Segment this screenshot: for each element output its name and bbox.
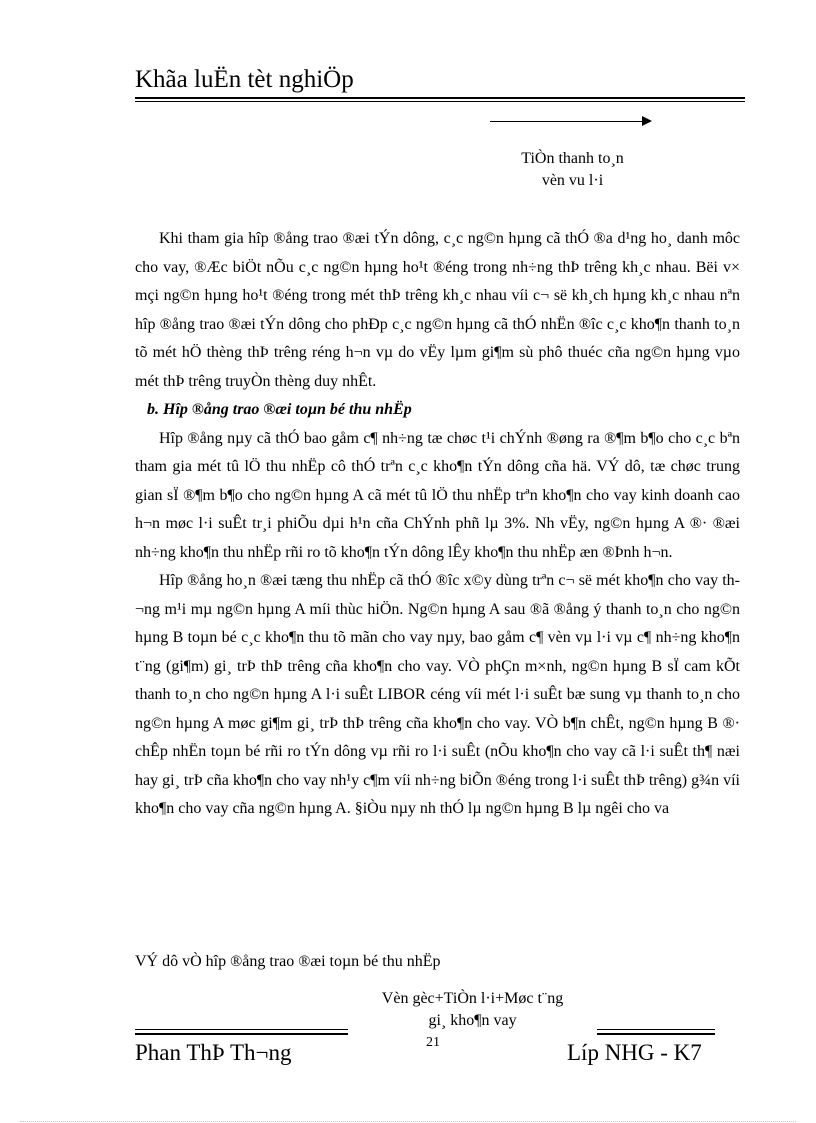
diagram-top-label-line2: vèn vu l·i bbox=[541, 172, 604, 189]
paragraph-1: Khi tham gia hîp ®ång trao ®æi tÝn dông, c¸c ng©n hµng cã thÓ ®a d¹ng ho¸ danh môc cho vay, ®Æc biÖt nÕu c¸c ng©n hµng ho¹t ®éng trong nh÷ng thÞ trêng kh¸c nhau. Bëi v× mçi ng©n hµng ho¹t ®éng trong mét thÞ trêng kh¸c nhau víi c¬ së kh¸ch hµng kh¸c nhau nªn hîp ®ång trao ®æi tÝn dông cho phÐp c¸c ng©n hµng cã thÓ nhËn ®îc c¸c kho¶n thanh to¸n tõ mét hÖ thèng thÞ trêng réng h¬n vµ do vËy lµm gi¶m sù phô thuéc cña ng©n hµng vµo mét thÞ trêng truyÒn thèng duy nhÊt. bbox=[135, 230, 740, 390]
diagram-top-label bbox=[490, 148, 655, 192]
header-rule-bottom bbox=[135, 101, 745, 102]
section-subheading: b. Hîp ®ång trao ®æi toµn bé thu nhËp bbox=[147, 401, 412, 418]
paragraph-3: Hîp ®ång ho¸n ®æi tæng thu nhËp cã thÓ ®îc x©y dùng trªn c¬ së mét kho¶n cho vay th¬ng m¹i mµ ng©n hµng A míi thùc hiÖn. Ng©n hµng A sau ®ã ®ång ý thanh to¸n cho ng©n hµng B toµn bé c¸c kho¶n thu tõ mãn cho vay nµy, bao gåm c¶ vèn vµ l·i vµ c¶ nh÷ng kho¶n t¨ng (gi¶m) gi¸ trÞ thÞ trêng cña kho¶n cho vay. VÒ phÇn m×nh, ng©n hµng B sÏ cam kÕt thanh to¸n cho ng©n hµng A l·i suÊt LIBOR céng víi mét l·i suÊt bæ sung vµ thanh to¸n cho ng©n hµng A møc gi¶m gi¸ trÞ thÞ trêng cña kho¶n cho vay. VÒ b¶n chÊt, ng©n hµng B ®· chÊp nhËn toµn bé rñi ro tÝn dông vµ rñi ro l·i suÊt (nÕu kho¶n cho vay cã l·i suÊt th¶ næi hay gi¸ trÞ cña kho¶n cho vay nh¹y c¶m víi nh÷ng biÕn ®éng trong l·i suÊt thÞ trêng) g¾n víi kho¶n cho vay cña ng©n hµng A. §iÒu nµy nh thÓ lµ ng©n hµng B lµ ngêi cho va bbox=[135, 572, 740, 817]
diagram-bottom-label bbox=[345, 988, 600, 1032]
flow-arrow-line bbox=[490, 121, 642, 122]
diagram-bottom-label-line1: Vèn gèc+TiÒn l·i+Møc t¨ng bbox=[381, 990, 564, 1007]
footer-rule-left-bottom bbox=[135, 1033, 348, 1035]
page-number: 21 bbox=[426, 1035, 440, 1050]
diagram-top-label-line1: TiÒn thanh to¸n bbox=[521, 150, 624, 167]
footer-rule-right-top bbox=[597, 1029, 715, 1030]
arrow-right-icon bbox=[642, 116, 652, 126]
footer-class: Líp NHG - K7 bbox=[567, 1040, 702, 1065]
page-bottom-border bbox=[20, 1121, 796, 1122]
footer-rule-left-top bbox=[135, 1029, 348, 1030]
diagram-bottom-label-line2: gi¸ kho¶n vay bbox=[428, 1012, 517, 1029]
footer-rule-right-bottom bbox=[597, 1033, 715, 1035]
figure-caption: VÝ dô vÒ hîp ®ång trao ®æi toµn bé thu nhËp bbox=[135, 953, 441, 970]
paragraph-2: Hîp ®ång nµy cã thÓ bao gåm c¶ nh÷ng tæ chøc t¹i chÝnh ®øng ra ®¶m b¶o cho c¸c bªn tham gia mét tû lÖ thu nhËp cô thÓ trªn c¸c kho¶n tÝn dông cña hä. VÝ dô, tæ chøc trung gian sÏ ®¶m b¶o cho ng©n hµng A cã mét tû lÖ thu nhËp trªn kho¶n cho vay kinh doanh cao h¬n møc l·i suÊt tr¸i phiÕu dµi h¹n cña ChÝnh phñ lµ 3%. Nh vËy, ng©n hµng A ®· ®æi nh÷ng kho¶n thu nhËp rñi ro tõ kho¶n tÝn dông lÊy kho¶n thu nhËp æn ®Þnh h¬n. bbox=[135, 429, 740, 561]
document-body bbox=[135, 225, 740, 824]
footer-author: Phan ThÞ Th¬ng bbox=[135, 1040, 292, 1065]
document-header-title: Khãa luËn tèt nghiÖp bbox=[135, 66, 354, 93]
header-rule-top bbox=[135, 97, 745, 99]
